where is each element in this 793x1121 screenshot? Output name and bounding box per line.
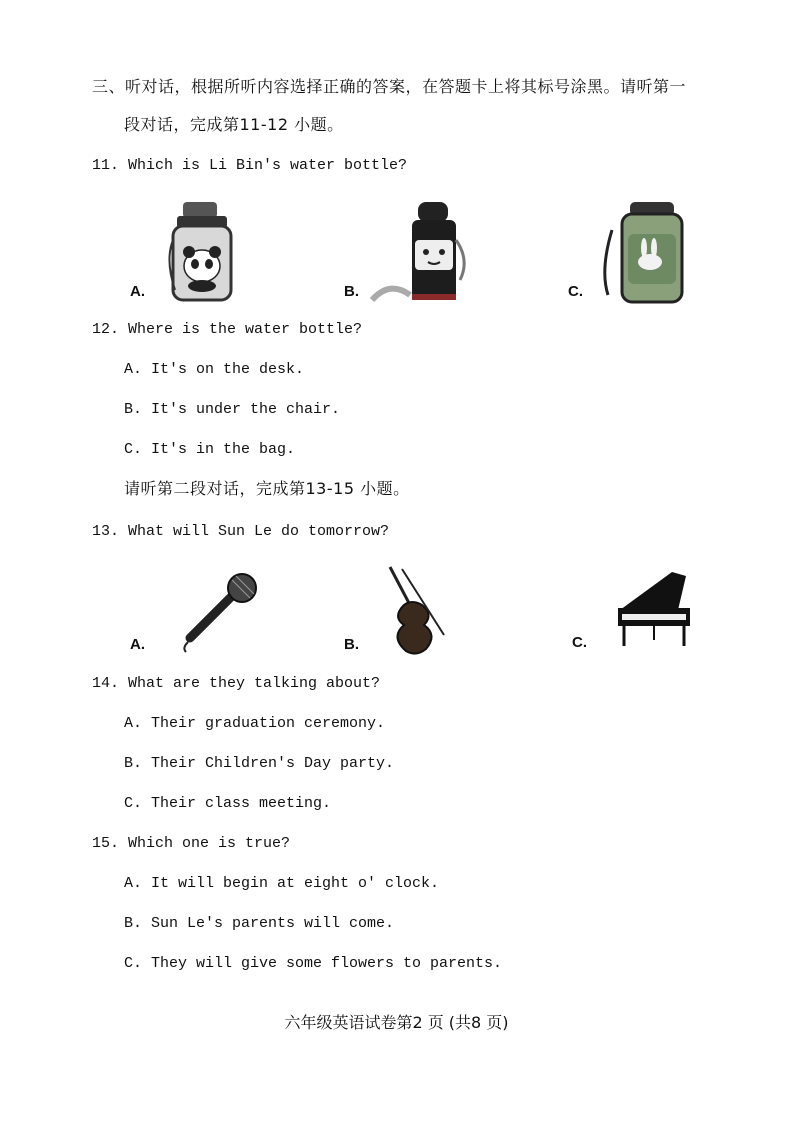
- question-12-option-c[interactable]: C. It's in the bag.: [124, 441, 296, 458]
- section-header-line-1: 三、听对话，根据所听内容选择正确的答案，在答题卡上将其标号涂黑。请听第一: [92, 77, 687, 96]
- option-letter: B.: [344, 283, 359, 300]
- question-14-stem: 14. What are they talking about?: [92, 675, 381, 692]
- question-13-stem: 13. What will Sun Le do tomorrow?: [92, 523, 390, 540]
- question-14-option-c[interactable]: C. Their class meeting.: [124, 795, 332, 812]
- rabbit-water-bottle-icon: [600, 200, 690, 310]
- question-14-option-b[interactable]: B. Their Children's Day party.: [124, 755, 395, 772]
- option-letter: B.: [344, 636, 359, 653]
- question-12-stem: 12. Where is the water bottle?: [92, 321, 363, 338]
- option-letter: C.: [568, 283, 583, 300]
- section-header-line-2: 段对话，完成第11-12 小题。: [124, 115, 344, 134]
- question-13-options: [120, 560, 700, 680]
- microphone-icon: [180, 570, 270, 660]
- question-12-option-a[interactable]: A. It's on the desk.: [124, 361, 305, 378]
- question-11-stem: 11. Which is Li Bin's water bottle?: [92, 157, 408, 174]
- option-letter: A.: [130, 283, 145, 300]
- page-footer: 六年级英语试卷第2 页 (共8 页): [284, 1013, 509, 1032]
- question-12-option-b[interactable]: B. It's under the chair.: [124, 401, 341, 418]
- option-letter: A.: [130, 636, 145, 653]
- option-letter: C.: [572, 634, 587, 651]
- panda-water-bottle-icon: [165, 200, 245, 310]
- question-15-stem: 15. Which one is true?: [92, 835, 291, 852]
- question-15-option-c[interactable]: C. They will give some flowers to parents.: [124, 955, 503, 972]
- question-14-option-a[interactable]: A. Their graduation ceremony.: [124, 715, 386, 732]
- tiger-water-bottle-icon: [370, 200, 480, 310]
- question-15-option-b[interactable]: B. Sun Le's parents will come.: [124, 915, 395, 932]
- question-11-options: [120, 195, 700, 315]
- section-2-intro: 请听第二段对话，完成第13-15 小题。: [124, 479, 410, 498]
- piano-icon: [616, 570, 696, 650]
- violin-icon: [382, 565, 452, 660]
- question-15-option-a[interactable]: A. It will begin at eight o' clock.: [124, 875, 440, 892]
